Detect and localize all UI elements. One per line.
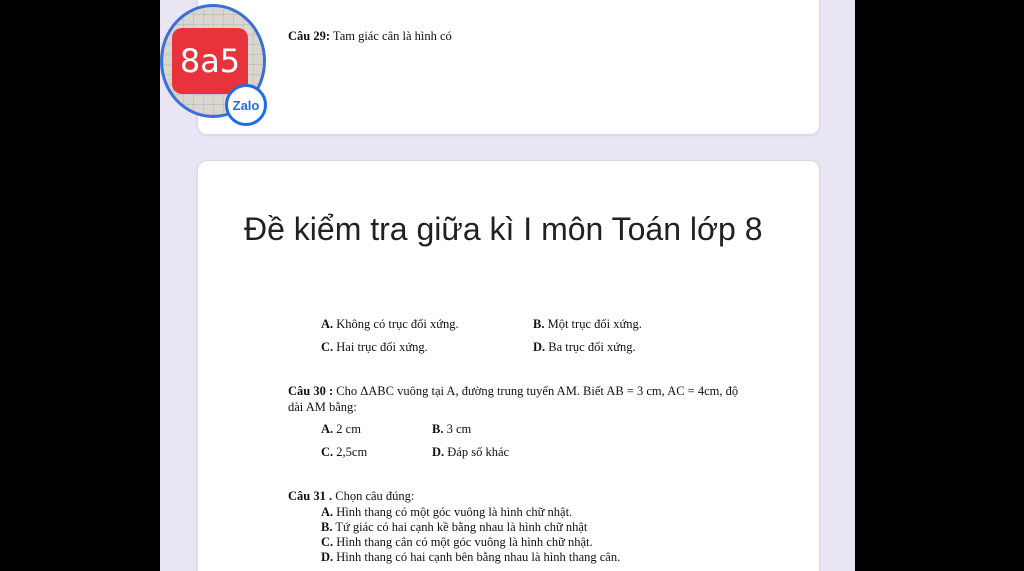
q30-option-a: A. 2 cm [321, 422, 361, 436]
question-29-text: Câu 29: Tam giác cân là hình có [288, 29, 452, 43]
q29-option-d: D. Ba trục đối xứng. [533, 340, 636, 354]
form-header-card [197, 160, 820, 571]
form-viewport [160, 0, 855, 571]
form-title: Đề kiểm tra giữa kì I môn Toán lớp 8 [244, 211, 763, 247]
question-card-29 [197, 0, 820, 135]
question-29-label: Câu 29: [288, 29, 331, 43]
app-tile-icon: 8a5 [172, 28, 248, 94]
q31-option-b: B. Tứ giác có hai cạnh kề bằng nhau là hình chữ nhật [321, 520, 588, 534]
q31-option-d: D. Hình thang có hai cạnh bên bằng nhau là hình thang cân. [321, 550, 621, 564]
q30-option-c: C. 2,5cm [321, 445, 368, 459]
q31-option-c: C. Hình thang cân có một góc vuông là hình chữ nhật. [321, 535, 593, 549]
q29-option-c: C. Hai trục đối xứng. [321, 340, 428, 354]
q30-option-d: D. Đáp số khác [432, 445, 510, 459]
q30-option-b: B. 3 cm [432, 422, 472, 436]
question-31-text: Câu 31 . Chọn câu đúng: [288, 489, 415, 503]
zalo-icon[interactable]: Zalo [225, 84, 267, 126]
q29-option-b: B. Một trục đối xứng. [533, 317, 642, 331]
q29-option-a: A. Không có trục đối xứng. [321, 317, 459, 331]
question-30-text: Câu 30 : Cho ΔABC vuông tại A, đường trung tuyến AM. Biết AB = 3 cm, AC = 4cm, độ [288, 384, 739, 398]
q31-option-a: A. Hình thang có một góc vuông là hình chữ nhật. [321, 505, 573, 519]
question-30-text-cont: dài AM bằng: [288, 400, 357, 414]
